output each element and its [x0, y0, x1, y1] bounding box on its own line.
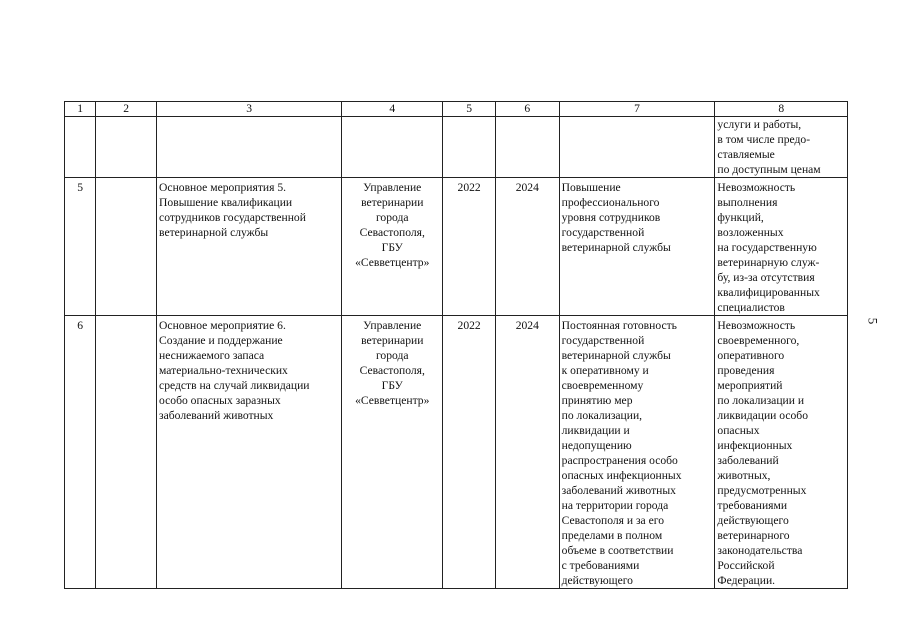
cell-expected-result	[559, 316, 715, 589]
cell-line: бу, из-за отсутствия	[717, 271, 815, 284]
cell-end-year: 2024	[495, 316, 559, 589]
cell-end-year: 2024	[495, 178, 559, 316]
cell-line: ветеринарного	[717, 529, 790, 542]
cell-line: Управление	[363, 181, 422, 194]
cell-line: «Севветцентр»	[355, 256, 430, 269]
cell-line: с требованиями	[561, 559, 640, 572]
cell-start-year	[443, 117, 496, 178]
cell-line: своевременного,	[717, 334, 800, 347]
cell-line: особо опасных заразных	[159, 394, 281, 407]
cell-number: 5	[65, 178, 96, 316]
cell-executor	[342, 178, 443, 316]
cell-line: ветеринарии	[361, 196, 424, 209]
cell-line: ветеринарной службы	[561, 241, 671, 254]
cell-line: Основное мероприятие 6.	[159, 319, 286, 332]
cell-line: на территории города	[561, 499, 669, 512]
table-body	[65, 117, 848, 589]
table-row	[65, 178, 848, 316]
cell-line: неснижаемого запаса	[159, 349, 265, 362]
cell-line: ветеринарии	[361, 334, 424, 347]
page-number: 5	[865, 317, 881, 325]
cell-line: объеме в соответствии	[561, 544, 674, 557]
column-header: 3	[157, 102, 342, 117]
cell-line: пределами в полном	[561, 529, 663, 542]
cell-line: предусмотренных	[717, 484, 807, 497]
cell-line: животных,	[717, 469, 771, 482]
cell-line: профессионального	[561, 196, 660, 209]
cell-line: Севастополя и за его	[561, 514, 664, 527]
cell-line: Севастополя,	[359, 226, 425, 239]
cell-line: ветеринарную служ-	[717, 256, 820, 269]
column-header: 1	[65, 102, 96, 117]
cell-line: Управление	[363, 319, 422, 332]
cell-measure	[157, 117, 342, 178]
cell-col2	[96, 316, 157, 589]
cell-measure	[157, 178, 342, 316]
cell-line: государственной	[561, 226, 645, 239]
cell-line: функций,	[717, 211, 764, 224]
cell-line: Создание и поддержание	[159, 334, 283, 347]
cell-line: заболеваний	[717, 454, 779, 467]
column-header: 6	[495, 102, 559, 117]
cell-line: Повышение	[561, 181, 621, 194]
cell-line: ГБУ	[381, 241, 403, 254]
cell-line: заболеваний животных	[561, 484, 676, 497]
cell-line: материально-технических	[159, 364, 288, 377]
cell-consequences	[715, 316, 848, 589]
cell-line: возложенных	[717, 226, 784, 239]
cell-line: города	[375, 211, 409, 224]
cell-line: требованиями	[717, 499, 788, 512]
cell-line: распространения особо	[561, 454, 678, 467]
table-row	[65, 316, 848, 589]
cell-line: ветеринарной службы	[561, 349, 671, 362]
cell-line: ставляемые	[717, 148, 775, 161]
cell-line: сотрудников государственной	[159, 211, 306, 224]
cell-line: Повышение квалификации	[159, 196, 293, 209]
cell-start-year: 2022	[443, 316, 496, 589]
cell-line: заболеваний животных	[159, 409, 274, 422]
cell-executor	[342, 117, 443, 178]
cell-line: действующего	[561, 574, 633, 587]
measures-table	[64, 101, 848, 589]
cell-line: услуги и работы,	[717, 118, 802, 131]
cell-line: законодательства	[717, 544, 803, 557]
cell-consequences	[715, 117, 848, 178]
cell-line: Основное мероприятия 5.	[159, 181, 287, 194]
cell-line: проведения	[717, 364, 775, 377]
cell-end-year	[495, 117, 559, 178]
cell-number	[65, 117, 96, 178]
cell-line: государственной	[561, 334, 645, 347]
cell-line: уровня сотрудников	[561, 211, 661, 224]
cell-line: к оперативному и	[561, 364, 649, 377]
cell-line: Федерации.	[717, 574, 776, 587]
cell-line: по доступным ценам	[717, 163, 821, 176]
column-header: 2	[96, 102, 157, 117]
cell-line: в том числе предо-	[717, 133, 811, 146]
cell-line: действующего	[717, 514, 789, 527]
cell-line: опасных	[717, 424, 760, 437]
cell-expected-result	[559, 178, 715, 316]
cell-line: по локализации и	[717, 394, 805, 407]
cell-line: ГБУ	[381, 379, 403, 392]
cell-line: «Севветцентр»	[355, 394, 430, 407]
column-header: 5	[443, 102, 496, 117]
column-header: 8	[715, 102, 848, 117]
cell-line: выполнения	[717, 196, 778, 209]
table-row	[65, 117, 848, 178]
cell-line: ветеринарной службы	[159, 226, 269, 239]
cell-line: Невозможность	[717, 319, 796, 332]
cell-line: по локализации,	[561, 409, 643, 422]
cell-line: опасных инфекционных	[561, 469, 682, 482]
cell-start-year: 2022	[443, 178, 496, 316]
cell-line: инфекционных	[717, 439, 793, 452]
column-header: 4	[342, 102, 443, 117]
cell-line: Невозможность	[717, 181, 796, 194]
cell-line: своевременному	[561, 379, 644, 392]
cell-line: ликвидации особо	[717, 409, 809, 422]
cell-line: принятию мер	[561, 394, 633, 407]
column-header: 7	[559, 102, 715, 117]
cell-line: Российской	[717, 559, 775, 572]
cell-consequences	[715, 178, 848, 316]
cell-expected-result	[559, 117, 715, 178]
cell-line: квалифицированных	[717, 286, 820, 299]
cell-number: 6	[65, 316, 96, 589]
cell-line: Постоянная готовность	[561, 319, 677, 332]
cell-line: недопущению	[561, 439, 632, 452]
cell-col2	[96, 117, 157, 178]
cell-line: мероприятий	[717, 379, 783, 392]
cell-line: города	[375, 349, 409, 362]
header-row	[65, 102, 848, 117]
cell-col2	[96, 178, 157, 316]
cell-line: средств на случай ликвидации	[159, 379, 310, 392]
cell-line: на государственную	[717, 241, 817, 254]
cell-line: Севастополя,	[359, 364, 425, 377]
cell-line: оперативного	[717, 349, 785, 362]
cell-line: специалистов	[717, 301, 785, 314]
cell-measure	[157, 316, 342, 589]
cell-executor	[342, 316, 443, 589]
cell-line: ликвидации и	[561, 424, 630, 437]
